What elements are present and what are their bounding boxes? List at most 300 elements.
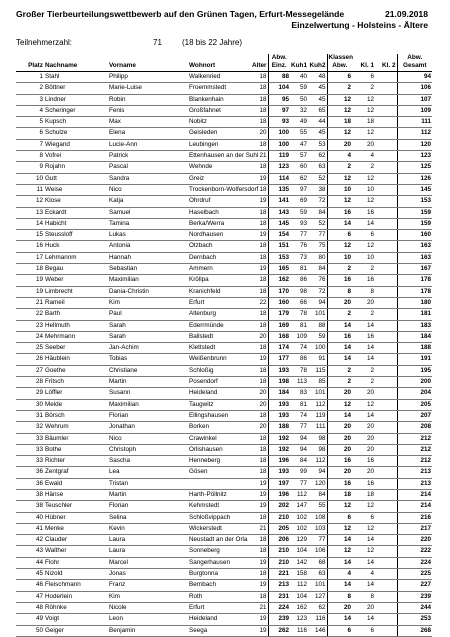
cell-klassen-abw: 18 [327,117,352,128]
cell-wohnort: Heideland [188,614,248,625]
cell-wohnort: Wickerstedt [188,523,248,534]
cell-kl2 [375,331,397,342]
cell-alter: 18 [248,241,268,252]
cell-abw-gesamt: 213 [397,478,432,489]
table-row [16,331,432,342]
cell-kuh2: 84 [308,264,327,275]
cell-kuh1: 50 [290,94,308,105]
table-row [16,456,432,467]
cell-wohnort: Trockenborn-Wolfersdorf [188,184,248,195]
col-abw-einz [268,54,290,72]
cell-abw-einz: 100 [268,139,290,150]
cell-klassen-abw: 16 [327,275,352,286]
cell-kl1: 16 [352,456,375,467]
cell-abw-gesamt: 212 [397,456,432,467]
cell-alter: 18 [248,377,268,388]
table-row [16,614,432,625]
cell-alter: 19 [248,173,268,184]
cell-alter: 19 [248,625,268,636]
cell-abw-einz: 239 [268,614,290,625]
cell-abw-einz: 154 [268,230,290,241]
cell-nachname: Geiger [44,625,108,636]
cell-klassen-abw: 18 [327,489,352,500]
cell-platz: 12 [16,196,44,207]
cell-vorname: Martin [108,377,188,388]
cell-abw-gesamt: 183 [397,320,432,331]
cell-alter: 18 [248,139,268,150]
cell-kuh1: 104 [290,546,308,557]
cell-klassen-abw: 8 [327,591,352,602]
cell-platz: 32 [16,422,44,433]
cell-kuh1: 142 [290,557,308,568]
cell-kuh2: 48 [308,72,327,83]
cell-vorname: Lea [108,467,188,478]
table-header-row [16,54,432,72]
table-row [16,535,432,546]
cell-alter: 20 [248,422,268,433]
cell-abw-gesamt: 178 [397,286,432,297]
cell-alter: 21 [248,602,268,613]
cell-klassen-abw: 14 [327,218,352,229]
cell-klassen-abw: 14 [327,354,352,365]
cell-wohnort: Sangerhausen [188,557,248,568]
cell-abw-einz: 184 [268,388,290,399]
cell-alter: 18 [248,591,268,602]
cell-kl2 [375,94,397,105]
cell-kuh2: 112 [308,399,327,410]
cell-kuh1: 32 [290,105,308,116]
cell-kuh2: 63 [308,162,327,173]
cell-wohnort: Kröllpa [188,275,248,286]
cell-platz: 10 [16,173,44,184]
cell-kuh1: 77 [290,478,308,489]
cell-alter: 18 [248,410,268,421]
cell-platz: 38 [16,489,44,500]
cell-klassen-abw: 12 [327,173,352,184]
cell-platz: 13 [16,207,44,218]
cell-kl2 [375,399,397,410]
cell-kl1: 20 [352,297,375,308]
cell-alter: 19 [248,264,268,275]
cell-abw-einz: 196 [268,456,290,467]
cell-platz: 3 [16,94,44,105]
cell-kuh2: 98 [308,444,327,455]
cell-kl2 [375,139,397,150]
table-row [16,151,432,162]
cell-kuh1: 40 [290,72,308,83]
cell-platz: 44 [16,557,44,568]
cell-kuh1: 102 [290,523,308,534]
cell-kuh2: 101 [308,309,327,320]
cell-abw-gesamt: 181 [397,309,432,320]
cell-abw-einz: 143 [268,207,290,218]
table-row [16,444,432,455]
cell-kl2 [375,128,397,139]
cell-kuh2: 77 [308,230,327,241]
cell-kuh1: 102 [290,512,308,523]
cell-alter: 18 [248,535,268,546]
cell-kuh2: 72 [308,286,327,297]
cell-wohnort: Großfahnet [188,105,248,116]
cell-kl2 [375,343,397,354]
cell-platz: 24 [16,331,44,342]
cell-alter: 18 [248,72,268,83]
cell-nachname: Ewald [44,478,108,489]
cell-klassen-abw: 6 [327,72,352,83]
cell-abw-einz: 104 [268,83,290,94]
table-row [16,501,432,512]
cell-abw-gesamt: 106 [397,83,432,94]
cell-klassen-abw: 4 [327,569,352,580]
cell-wohnort: Henneberg [188,456,248,467]
cell-nachname: Lindner [44,94,108,105]
cell-abw-einz: 97 [268,105,290,116]
cell-kuh2: 115 [308,365,327,376]
cell-kl2 [375,354,397,365]
cell-klassen-abw: 12 [327,105,352,116]
cell-abw-gesamt: 184 [397,331,432,342]
cell-kuh1: 66 [290,297,308,308]
cell-abw-gesamt: 225 [397,569,432,580]
participant-count-label: Teilnehmerzahl: [16,38,73,47]
cell-alter: 18 [248,467,268,478]
cell-kl2 [375,252,397,263]
cell-abw-einz: 193 [268,365,290,376]
cell-kuh1: 104 [290,591,308,602]
table-row [16,218,432,229]
cell-kl1: 6 [352,72,375,83]
cell-nachname: Hübner [44,512,108,523]
cell-klassen-abw: 2 [327,309,352,320]
cell-kl2 [375,286,397,297]
cell-nachname: Menke [44,523,108,534]
cell-klassen-abw: 2 [327,377,352,388]
cell-kuh2: 77 [308,535,327,546]
cell-wohnort: Taugwitz [188,399,248,410]
cell-platz: 33 [16,444,44,455]
cell-kuh2: 62 [308,151,327,162]
cell-nachname: Fritsch [44,377,108,388]
cell-kuh2: 88 [308,320,327,331]
table-row [16,354,432,365]
cell-kuh2: 45 [308,94,327,105]
cell-klassen-abw: 4 [327,151,352,162]
cell-abw-einz: 193 [268,410,290,421]
cell-platz: 38 [16,501,44,512]
cell-kl1: 12 [352,241,375,252]
cell-platz: 27 [16,365,44,376]
cell-vorname: Lucie-Ann [108,139,188,150]
cell-abw-einz: 168 [268,331,290,342]
cell-vorname: Nico [108,433,188,444]
cell-wohnort: Nordhausen [188,230,248,241]
cell-abw-einz: 188 [268,422,290,433]
table-row [16,388,432,399]
cell-abw-gesamt: 213 [397,467,432,478]
cell-abw-einz: 170 [268,286,290,297]
cell-platz: 30 [16,399,44,410]
cell-abw-gesamt: 217 [397,523,432,534]
cell-abw-einz: 192 [268,433,290,444]
cell-wohnort: Neustadt an der Orla [188,535,248,546]
cell-vorname: Laura [108,546,188,557]
cell-alter: 20 [248,128,268,139]
col-klassen-abw-line1: Klassen [328,54,354,61]
cell-alter: 19 [248,501,268,512]
cell-kl1: 2 [352,309,375,320]
cell-kl1: 12 [352,173,375,184]
table-row [16,94,432,105]
cell-kuh1: 84 [290,456,308,467]
cell-kuh2: 52 [308,173,327,184]
cell-kuh1: 116 [290,625,308,636]
cell-nachname: Wehrum [44,422,108,433]
cell-klassen-abw: 6 [327,230,352,241]
cell-alter: 19 [248,354,268,365]
cell-alter: 19 [248,614,268,625]
cell-klassen-abw: 10 [327,184,352,195]
cell-kl1: 18 [352,117,375,128]
cell-kl1: 12 [352,105,375,116]
table-row [16,343,432,354]
cell-kl2 [375,230,397,241]
cell-platz: 19 [16,275,44,286]
cell-platz: 21 [16,297,44,308]
cell-platz: 1 [16,72,44,83]
cell-vorname: Jonas [108,569,188,580]
cell-klassen-abw: 14 [327,410,352,421]
cell-alter: 18 [248,365,268,376]
cell-kuh2: 68 [308,557,327,568]
cell-nachname: Kupsch [44,117,108,128]
cell-platz: 40 [16,512,44,523]
col-abw-gesamt [397,54,432,72]
cell-kl1: 20 [352,444,375,455]
cell-kl1: 12 [352,501,375,512]
cell-platz: 45 [16,569,44,580]
cell-vorname: Paul [108,309,188,320]
cell-kl1: 20 [352,388,375,399]
cell-platz: 33 [16,456,44,467]
cell-alter: 18 [248,105,268,116]
cell-kl2 [375,196,397,207]
cell-kuh2: 146 [308,625,327,636]
cell-vorname: Selina [108,512,188,523]
table-row [16,83,432,94]
cell-wohnort: Erfurt [188,297,248,308]
cell-abw-gesamt: 94 [397,72,432,83]
cell-kuh1: 147 [290,501,308,512]
cell-wohnort: Kehmstedt [188,501,248,512]
cell-kl1: 12 [352,546,375,557]
cell-abw-einz: 95 [268,94,290,105]
cell-kuh2: 91 [308,354,327,365]
table-row [16,410,432,421]
cell-abw-einz: 179 [268,309,290,320]
table-row [16,139,432,150]
cell-nachname: Fleischmann [44,580,108,591]
cell-kuh2: 65 [308,105,327,116]
cell-kuh1: 98 [290,286,308,297]
cell-vorname: Jonathan [108,422,188,433]
cell-platz: 6 [16,128,44,139]
cell-klassen-abw: 12 [327,128,352,139]
cell-wohnort: Nobitz [188,117,248,128]
table-row [16,433,432,444]
cell-kl2 [375,162,397,173]
cell-vorname: Philipp [108,72,188,83]
cell-kl2 [375,83,397,94]
cell-alter: 19 [248,557,268,568]
cell-wohnort: Schloßvippach [188,512,248,523]
cell-kuh2: 63 [308,569,327,580]
table-row [16,489,432,500]
cell-vorname: Fenis [108,105,188,116]
cell-alter: 18 [248,184,268,195]
table-row [16,196,432,207]
cell-nachname: Steussloff [44,230,108,241]
cell-nachname: Walther [44,546,108,557]
cell-alter: 18 [248,218,268,229]
table-row [16,365,432,376]
cell-platz: 17 [16,252,44,263]
cell-kuh1: 74 [290,410,308,421]
cell-alter: 21 [248,523,268,534]
cell-wohnort: Greiz [188,173,248,184]
cell-kl2 [375,105,397,116]
cell-wohnort: Geisleden [188,128,248,139]
cell-alter: 20 [248,331,268,342]
cell-kl1: 20 [352,467,375,478]
cell-kl1: 2 [352,83,375,94]
cell-kl1: 14 [352,557,375,568]
cell-nachname: Teuschler [44,501,108,512]
cell-platz: 46 [16,580,44,591]
cell-kuh1: 86 [290,275,308,286]
cell-kl1: 6 [352,512,375,523]
cell-nachname: Böttner [44,83,108,94]
cell-vorname: Laura [108,535,188,546]
cell-kl1: 14 [352,410,375,421]
table-row [16,105,432,116]
col-platz: Platz [16,54,44,72]
cell-abw-einz: 141 [268,196,290,207]
cell-wohnort: Sonneberg [188,546,248,557]
cell-abw-einz: 123 [268,162,290,173]
table-row [16,320,432,331]
cell-kuh1: 94 [290,433,308,444]
table-row [16,467,432,478]
cell-vorname: Susann [108,388,188,399]
cell-klassen-abw: 12 [327,241,352,252]
cell-vorname: Tristan [108,478,188,489]
cell-kl1: 16 [352,275,375,286]
cell-kuh2: 116 [308,614,327,625]
cell-kl1: 10 [352,252,375,263]
col-vorname: Vorname [108,54,188,72]
cell-kuh2: 84 [308,207,327,218]
cell-kl1: 6 [352,625,375,636]
cell-kl1: 4 [352,569,375,580]
cell-kuh1: 78 [290,309,308,320]
table-body [16,72,432,637]
cell-kuh2: 45 [308,83,327,94]
cell-vorname: Marcel [108,557,188,568]
cell-kl2 [375,410,397,421]
cell-wohnort: Ohrdruf [188,196,248,207]
cell-klassen-abw: 6 [327,512,352,523]
cell-kuh1: 86 [290,354,308,365]
cell-klassen-abw: 12 [327,399,352,410]
cell-vorname: Jan-Achim [108,343,188,354]
cell-abw-gesamt: 111 [397,117,432,128]
cell-kuh2: 52 [308,218,327,229]
cell-abw-gesamt: 180 [397,297,432,308]
cell-abw-gesamt: 208 [397,422,432,433]
cell-kl1: 6 [352,230,375,241]
col-alter: Alter [248,54,268,72]
table-row [16,72,432,83]
cell-kl2 [375,218,397,229]
cell-klassen-abw: 16 [327,478,352,489]
cell-wohnort: Posendorf [188,377,248,388]
cell-klassen-abw: 20 [327,388,352,399]
cell-kuh1: 59 [290,83,308,94]
cell-klassen-abw: 20 [327,422,352,433]
cell-platz: 5 [16,117,44,128]
cell-vorname: Dania-Christin [108,286,188,297]
cell-kuh2: 94 [308,467,327,478]
cell-vorname: Florian [108,410,188,421]
cell-kuh2: 101 [308,580,327,591]
cell-abw-einz: 151 [268,241,290,252]
cell-kl1: 10 [352,184,375,195]
cell-wohnort: Dernbach [188,252,248,263]
cell-wohnort: Orlishausen [188,444,248,455]
cell-klassen-abw: 12 [327,523,352,534]
cell-kl1: 12 [352,399,375,410]
cell-kuh1: 59 [290,207,308,218]
cell-klassen-abw: 12 [327,501,352,512]
col-kl2: Kl. 2 [375,54,397,72]
cell-nachname: Goethe [44,365,108,376]
cell-abw-gesamt: 191 [397,354,432,365]
cell-platz: 16 [16,241,44,252]
cell-nachname: Scheringer [44,105,108,116]
cell-kuh1: 62 [290,173,308,184]
cell-platz: 48 [16,602,44,613]
cell-klassen-abw: 20 [327,297,352,308]
cell-abw-einz: 210 [268,557,290,568]
cell-kl1: 4 [352,151,375,162]
cell-abw-einz: 88 [268,72,290,83]
cell-klassen-abw: 10 [327,252,352,263]
cell-alter: 19 [248,580,268,591]
cell-platz: 50 [16,625,44,636]
cell-nachname: Stahl [44,72,108,83]
cell-kl2 [375,297,397,308]
cell-alter: 18 [248,252,268,263]
cell-kuh2: 106 [308,546,327,557]
cell-kuh1: 55 [290,128,308,139]
cell-abw-einz: 210 [268,546,290,557]
cell-wohnort: Harth-Pöllnitz [188,489,248,500]
cell-kuh1: 76 [290,241,308,252]
cell-kl2 [375,523,397,534]
cell-kuh2: 111 [308,422,327,433]
cell-abw-einz: 119 [268,151,290,162]
cell-nachname: Mehrmann [44,331,108,342]
